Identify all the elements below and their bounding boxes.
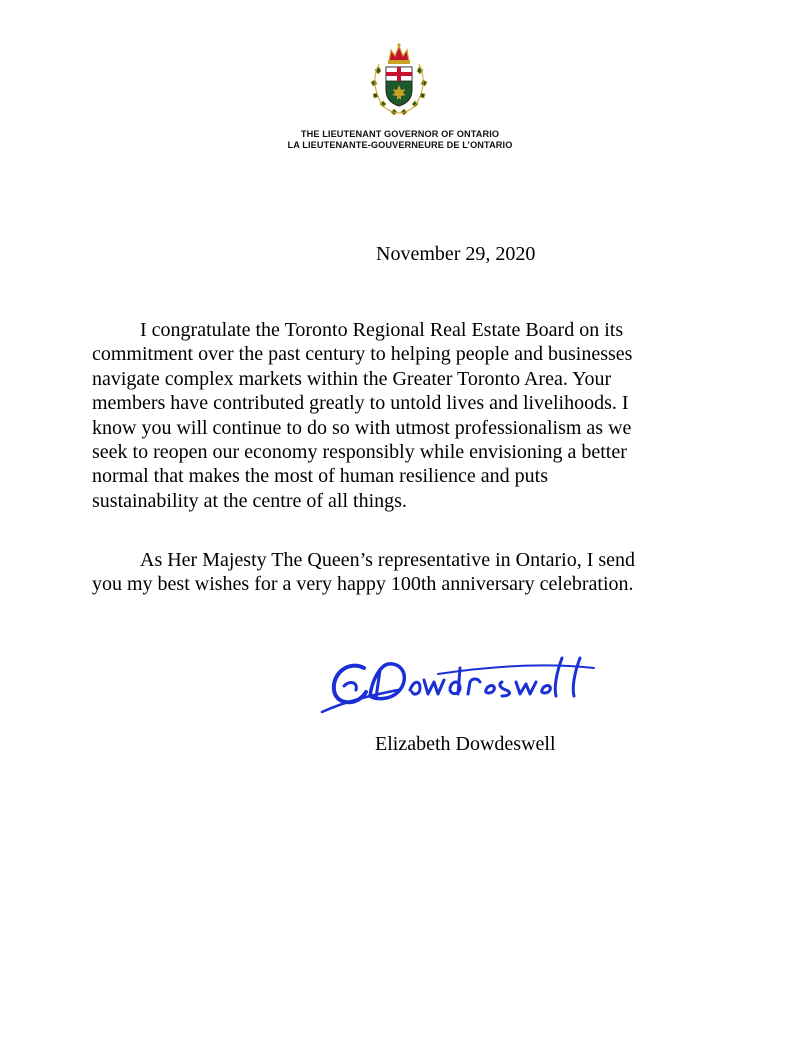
- paragraph-line: I congratulate the Toronto Regional Real Estate Board on its: [140, 319, 624, 341]
- paragraph-line: seek to reopen our economy responsibly while envisioning a better: [92, 441, 627, 464]
- paragraph-line: navigate complex markets within the Greater Toronto Area. Your: [92, 367, 612, 390]
- paragraph-line: you my best wishes for a very happy 100th anniversary celebration.: [92, 573, 634, 596]
- signer-name: Elizabeth Dowdeswell: [375, 733, 556, 755]
- paragraph-line: normal that makes the most of human resilience and puts: [92, 465, 548, 488]
- paragraph-line: commitment over the past century to helping people and businesses: [92, 343, 633, 366]
- handwritten-signature: [318, 650, 618, 720]
- crest-icon: [361, 40, 441, 120]
- paragraph-line: As Her Majesty The Queen’s representative in Ontario, I send: [140, 549, 636, 571]
- paragraph-line: know you will continue to do so with utmost professionalism as we: [92, 416, 632, 439]
- paragraph-line: sustainability at the centre of all things.: [92, 489, 407, 512]
- office-title-french: LA LIEUTENANTE-GOUVERNEURE DE L’ONTARIO: [287, 140, 513, 150]
- office-title-english: THE LIEUTENANT GOVERNOR OF ONTARIO: [300, 129, 500, 139]
- paragraph-best-wishes: [92, 548, 712, 597]
- paragraph-congratulations: [92, 318, 712, 513]
- letter-date: November 29, 2020: [376, 243, 536, 265]
- paragraph-line: members have contributed greatly to untold lives and livelihoods. I: [92, 392, 629, 415]
